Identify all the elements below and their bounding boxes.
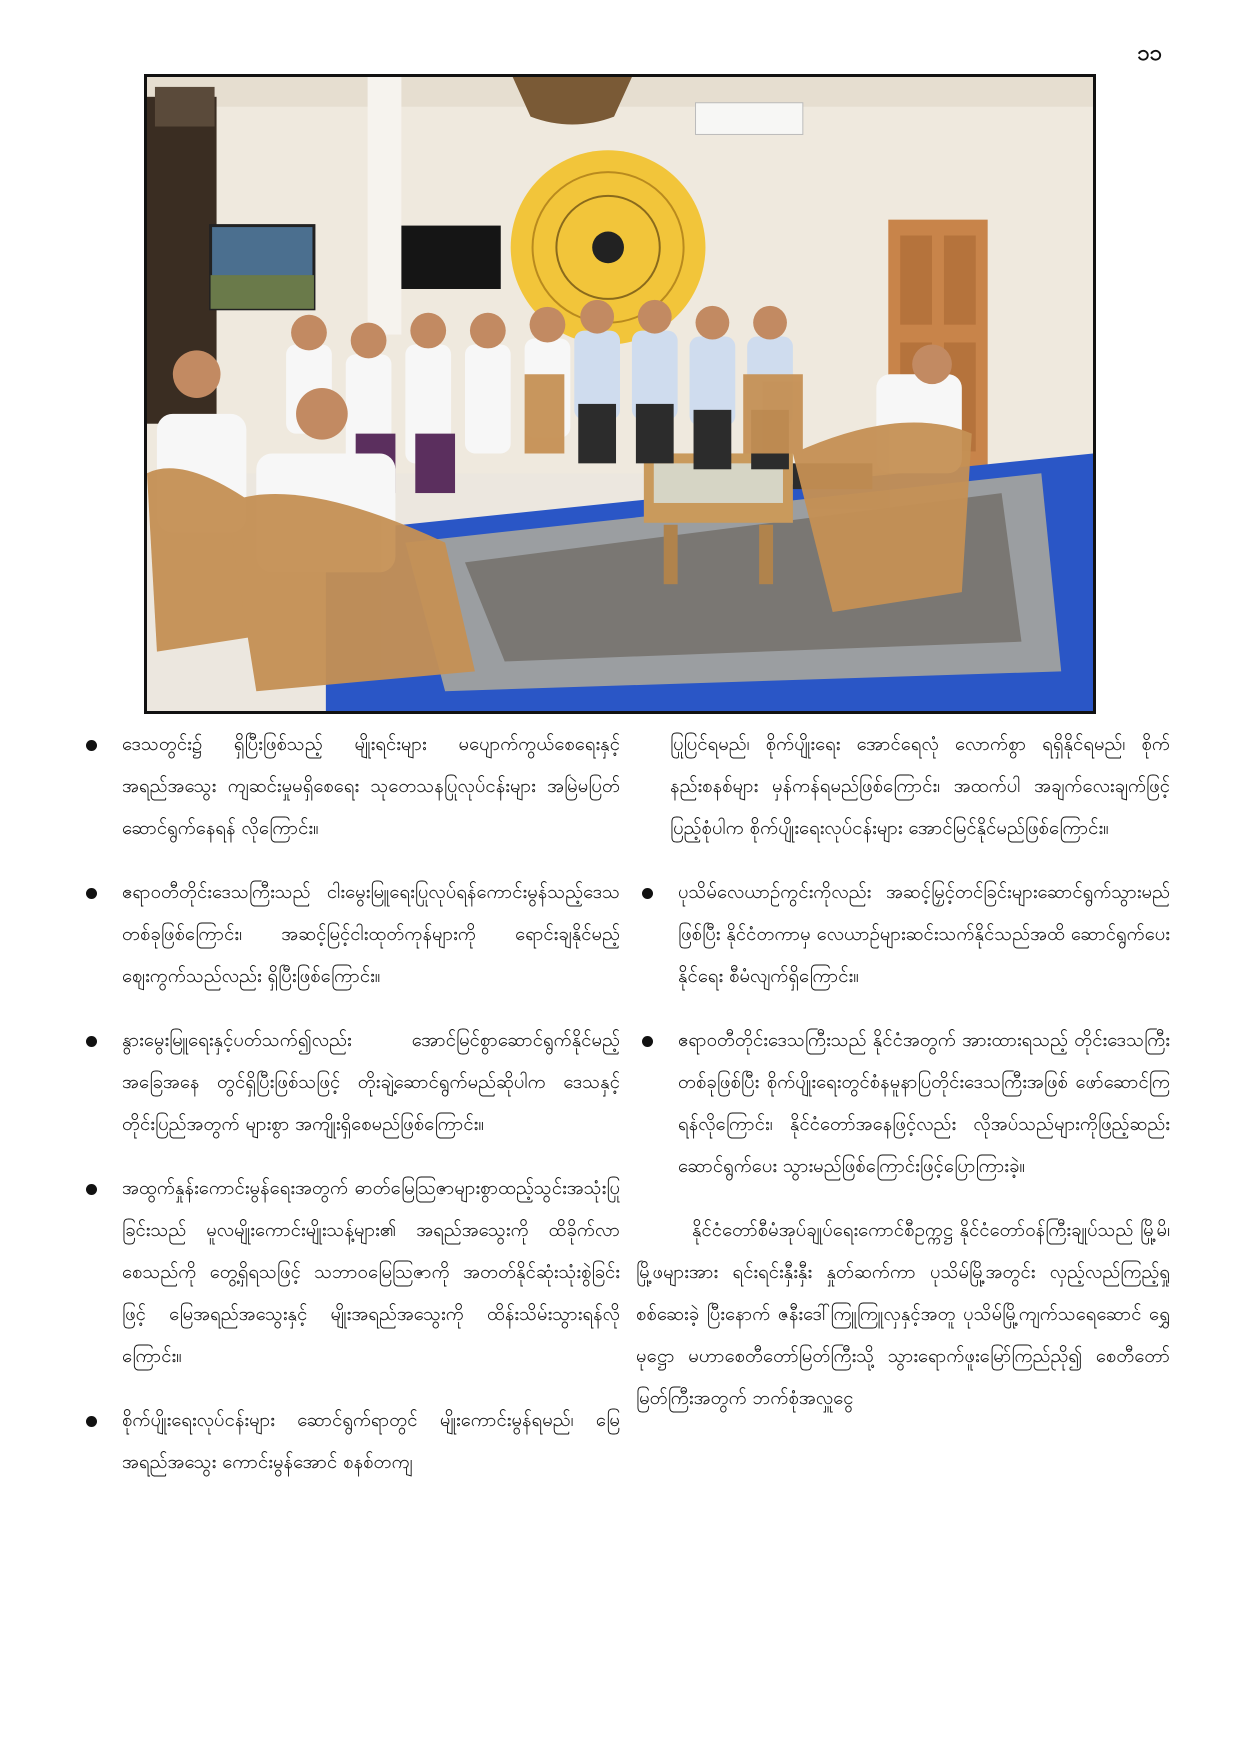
bullet-item: နွားမွေးမြူရေးနှင့်ပတ်သက်၍လည်း အောင်မြင်စွာဆောင်ရွက်နိုင်မည့် အခြေအနေ တွင်ရှိပြီးဖြစ်သဖြင့် တိုးချဲ့ဆောင်ရွက်မည်ဆိုပါက ဒေသနှင့်တိုင်းပြည်အတွက် များစွာ အကျိုးရှိစေမည်ဖြစ်ကြောင်း။ — [80, 1020, 620, 1146]
body-paragraph: နိုင်ငံတော်စီမံအုပ်ချုပ်ရေးကောင်စီဥက္ကဋ္ဌ နိုင်ငံတော်ဝန်ကြီးချုပ်သည် မြို့မိ၊ မြို့ဖများအား ရင်းရင်းနှီးနှီး နှုတ်ဆက်ကာ ပုသိမ်မြို့အတွင်း လှည့်လည်ကြည့်ရှု စစ်ဆေးခဲ့ ပြီးနောက် ဇနီးဒေါ်ကြူကြူလှနှင့်အတူ ပုသိမ်မြို့ကျက်သရေဆောင် ရွှေမုဋ္ဌော မဟာစေတီတော်မြတ်ကြီးသို့ သွားရောက်ဖူးမြော်ကြည်ညို၍ စေတီတော်မြတ်ကြီးအတွက် ဘက်စုံအလှူငွေ — [636, 1220, 1170, 1409]
bullet-item: အထွက်နှုန်းကောင်းမွန်ရေးအတွက် ဓာတ်မြေသြဇာများစွာထည့်သွင်းအသုံးပြုခြင်းသည် မူလမျိုးကောင်းမျိုးသန့်များ၏ အရည်အသွေးကို ထိခိုက်လာစေသည်ကို တွေ့ရှိရသဖြင့် သဘာဝမြေသြဇာကို အတတ်နိုင်ဆုံးသုံးစွဲခြင်းဖြင့် မြေအရည်အသွေးနှင့် မျိုးအရည်အသွေးကို ထိန်းသိမ်းသွားရန်လိုကြောင်း။ — [80, 1168, 620, 1378]
bullet-item: ဧရာဝတီတိုင်းဒေသကြီးသည် ငါးမွေးမြူရေးပြုလုပ်ရန်ကောင်းမွန်သည့်ဒေသတစ်ခုဖြစ်ကြောင်း၊ အဆင့်မြင့်ငါးထုတ်ကုန်များကို ရောင်းချနိုင်မည့် ဈေးကွက်သည်လည်း ရှိပြီးဖြစ်ကြောင်း။ — [80, 872, 620, 998]
bullet-item: ပုသိမ်လေယာဉ်ကွင်းကိုလည်း အဆင့်မြှင့်တင်ခြင်းများဆောင်ရွက်သွားမည်ဖြစ်ပြီး နိုင်ငံတကာမှ လေယာဉ်များဆင်းသက်နိုင်သည်အထိ ဆောင်ရွက်ပေးနိုင်ရေး စီမံလျက်ရှိကြောင်း။ — [636, 872, 1170, 998]
meeting-photo-icon — [147, 77, 1093, 711]
bullet-item: ဒေသတွင်း၌ ရှိပြီးဖြစ်သည့် မျိုးရင်းများ မပျောက်ကွယ်စေရေးနှင့် အရည်အသွေး ကျဆင်းမှုမရှိစေရေး သုတေသနပြုလုပ်ငန်းများ အမြဲမပြတ် ဆောင်ရွက်နေရန် လိုကြောင်း။ — [80, 724, 620, 850]
left-column — [80, 724, 620, 1506]
right-column — [636, 724, 1170, 1442]
meeting-photo — [144, 74, 1096, 714]
page-number: ၁၁ — [1137, 41, 1162, 66]
continued-text: ပြုပြင်ရမည်၊ စိုက်ပျိုးရေး အောင်ရေလုံ လောက်စွာ ရရှိနိုင်ရမည်၊ စိုက်နည်းစနစ်များ မှန်ကန်ရမည်ဖြစ်ကြောင်း၊ အထက်ပါ အချက်လေးချက်ဖြင့် ပြည့်စုံပါက စိုက်ပျိုးရေးလုပ်ငန်းများ အောင်မြင်နိုင်မည်ဖြစ်ကြောင်း။ — [670, 734, 1170, 839]
bullet-item: ဧရာဝတီတိုင်းဒေသကြီးသည် နိုင်ငံအတွက် အားထားရသည့် တိုင်းဒေသကြီးတစ်ခုဖြစ်ပြီး စိုက်ပျိုးရေးတွင်စံနမူနာပြတိုင်းဒေသကြီးအဖြစ် ဖော်ဆောင်ကြရန်လိုကြောင်း၊ နိုင်ငံတော်အနေဖြင့်လည်း လိုအပ်သည်များကိုဖြည့်ဆည်းဆောင်ရွက်ပေး သွားမည်ဖြစ်ကြောင်းဖြင့်ပြောကြားခဲ့။ — [636, 1020, 1170, 1188]
bullet-item: စိုက်ပျိုးရေးလုပ်ငန်းများ ဆောင်ရွက်ရာတွင် မျိုးကောင်းမွန်ရမည်၊ မြေအရည်အသွေး ကောင်းမွန်အောင် စနစ်တကျ — [80, 1400, 620, 1484]
